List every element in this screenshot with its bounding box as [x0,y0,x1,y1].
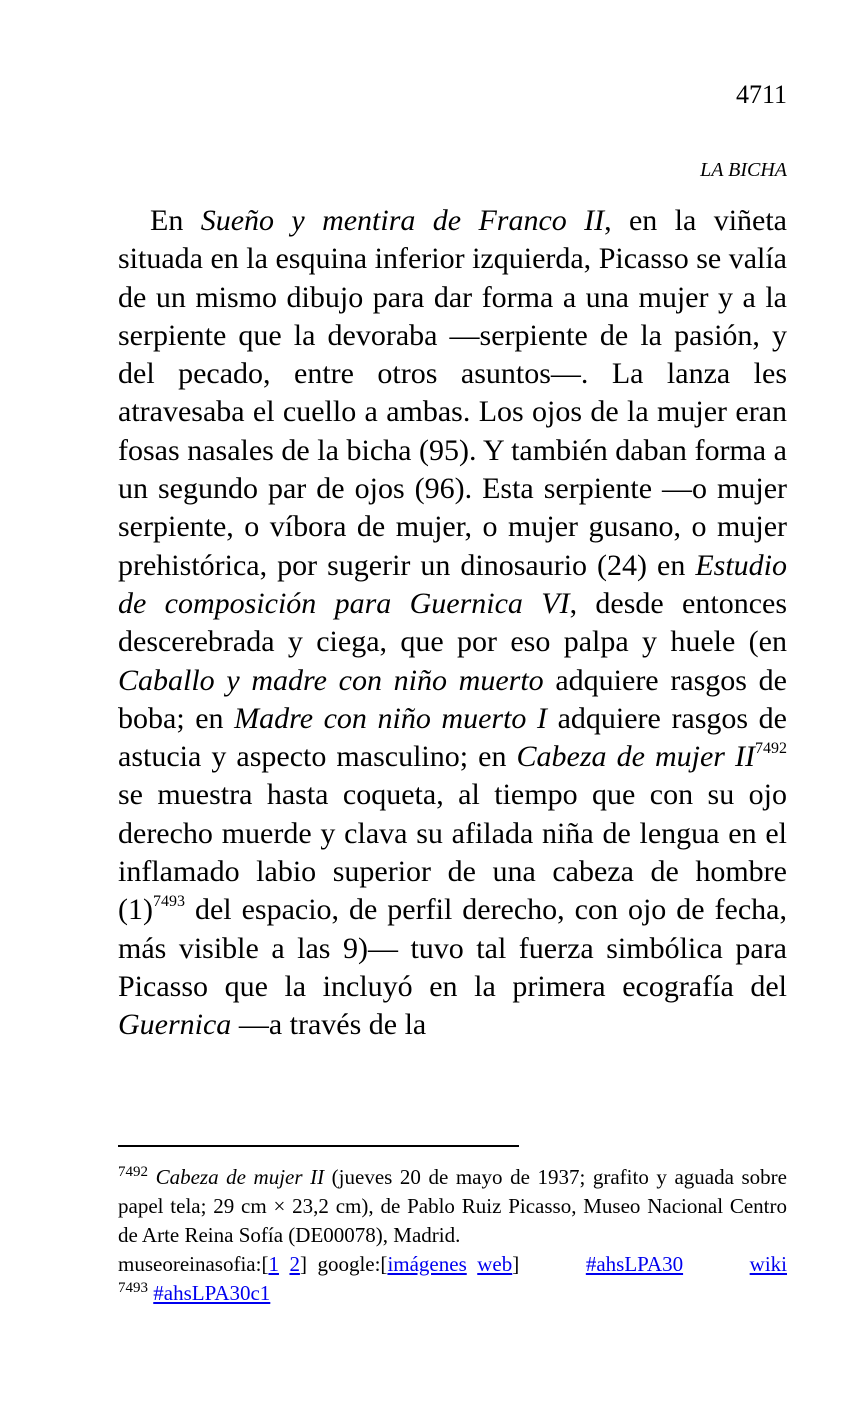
footnote-ref[interactable]: 7493 [152,893,185,911]
links-label: ] google:[ [299,1252,388,1276]
google-web-link[interactable]: web [477,1252,513,1276]
artwork-title: Madre con niño muerto I [234,701,547,735]
footnote-number: 7492 [118,1164,148,1180]
artwork-title: Cabeza de mujer II [516,740,755,774]
footnotes [118,1163,787,1308]
hashtag-link[interactable]: #ahsLPA30c1 [153,1281,271,1305]
body-text-segment: del espacio, de perfil derecho, con ojo de fecha, más visible a las 9)— tuvo tal fuerza simbólica para Picasso que la incluyó en la primera ecografía del [118,893,787,1003]
hashtag-link[interactable]: #ahsLPA30 [585,1252,684,1276]
links-label: ] [512,1252,520,1276]
artwork-title: Caballo y madre con niño muerto [118,663,544,697]
body-text-segment: adquiere rasgos de boba; en [118,663,787,735]
footnote-separator [118,1145,519,1147]
footnote-number: 7493 [118,1280,148,1296]
body-text-segment: se muestra hasta coqueta, al tiempo que con su ojo derecho muerde y clava su afilada niña de lengua en el inflamado labio superior de una cabeza de hombre (1) [118,778,787,927]
artwork-title: Sueño y mentira de Franco II [200,204,605,237]
artwork-title: Guernica [118,1008,232,1042]
links-label: museoreinasofia:[ [118,1252,269,1276]
body-paragraph [118,202,787,1045]
footnote-artwork-title: Cabeza de mujer II [155,1165,325,1189]
body-text-segment: , desde entonces descerebrada y ciega, que por eso palpa y huele (en [118,586,787,659]
artwork-title: Estudio de composición para Guernica VI [118,548,787,620]
running-head: LA BICHA [700,159,787,181]
museo-link-1[interactable]: 1 [268,1252,279,1276]
footnote-links [118,1250,787,1279]
footnote-7493 [118,1279,787,1308]
footnote-7492 [118,1163,787,1250]
body-text-segment: , en la viñeta situada en la esquina inferior izquierda, Picasso se valía de un mismo dibujo para dar forma a una mujer y a la serpiente que la devoraba —serpiente de la pasión, y del pecado, entre otros asuntos—. La lanza les atravesaba el cuello a ambas. Los ojos de la mujer eran fosas nasales de la bicha (95). Y también daban forma a un segundo par de ojos (96). Esta serpiente —o mujer serpiente, o víbora de mujer, o mujer gusano, o mujer prehistórica, por sugerir un dinosaurio (24) en [118,204,787,582]
google-images-link[interactable]: imágenes [387,1252,467,1276]
body-text-segment: adquiere rasgos de astucia y aspecto masculino; en [118,701,788,774]
museo-link-2[interactable]: 2 [289,1252,300,1276]
footnote-text: (jueves 20 de mayo de 1937; grafito y aguada sobre papel tela; 29 cm × 23,2 cm), de Pablo Ruiz Picasso, Museo Nacional Centro de Arte Reina Sofía (DE00078), Madrid. [118,1165,787,1247]
footnote-ref[interactable]: 7492 [754,740,787,758]
body-text-segment: —a través de la [231,1008,427,1042]
page-number: 4711 [735,80,787,109]
wiki-link[interactable]: wiki [749,1252,787,1276]
body-text-segment: En [150,204,201,237]
